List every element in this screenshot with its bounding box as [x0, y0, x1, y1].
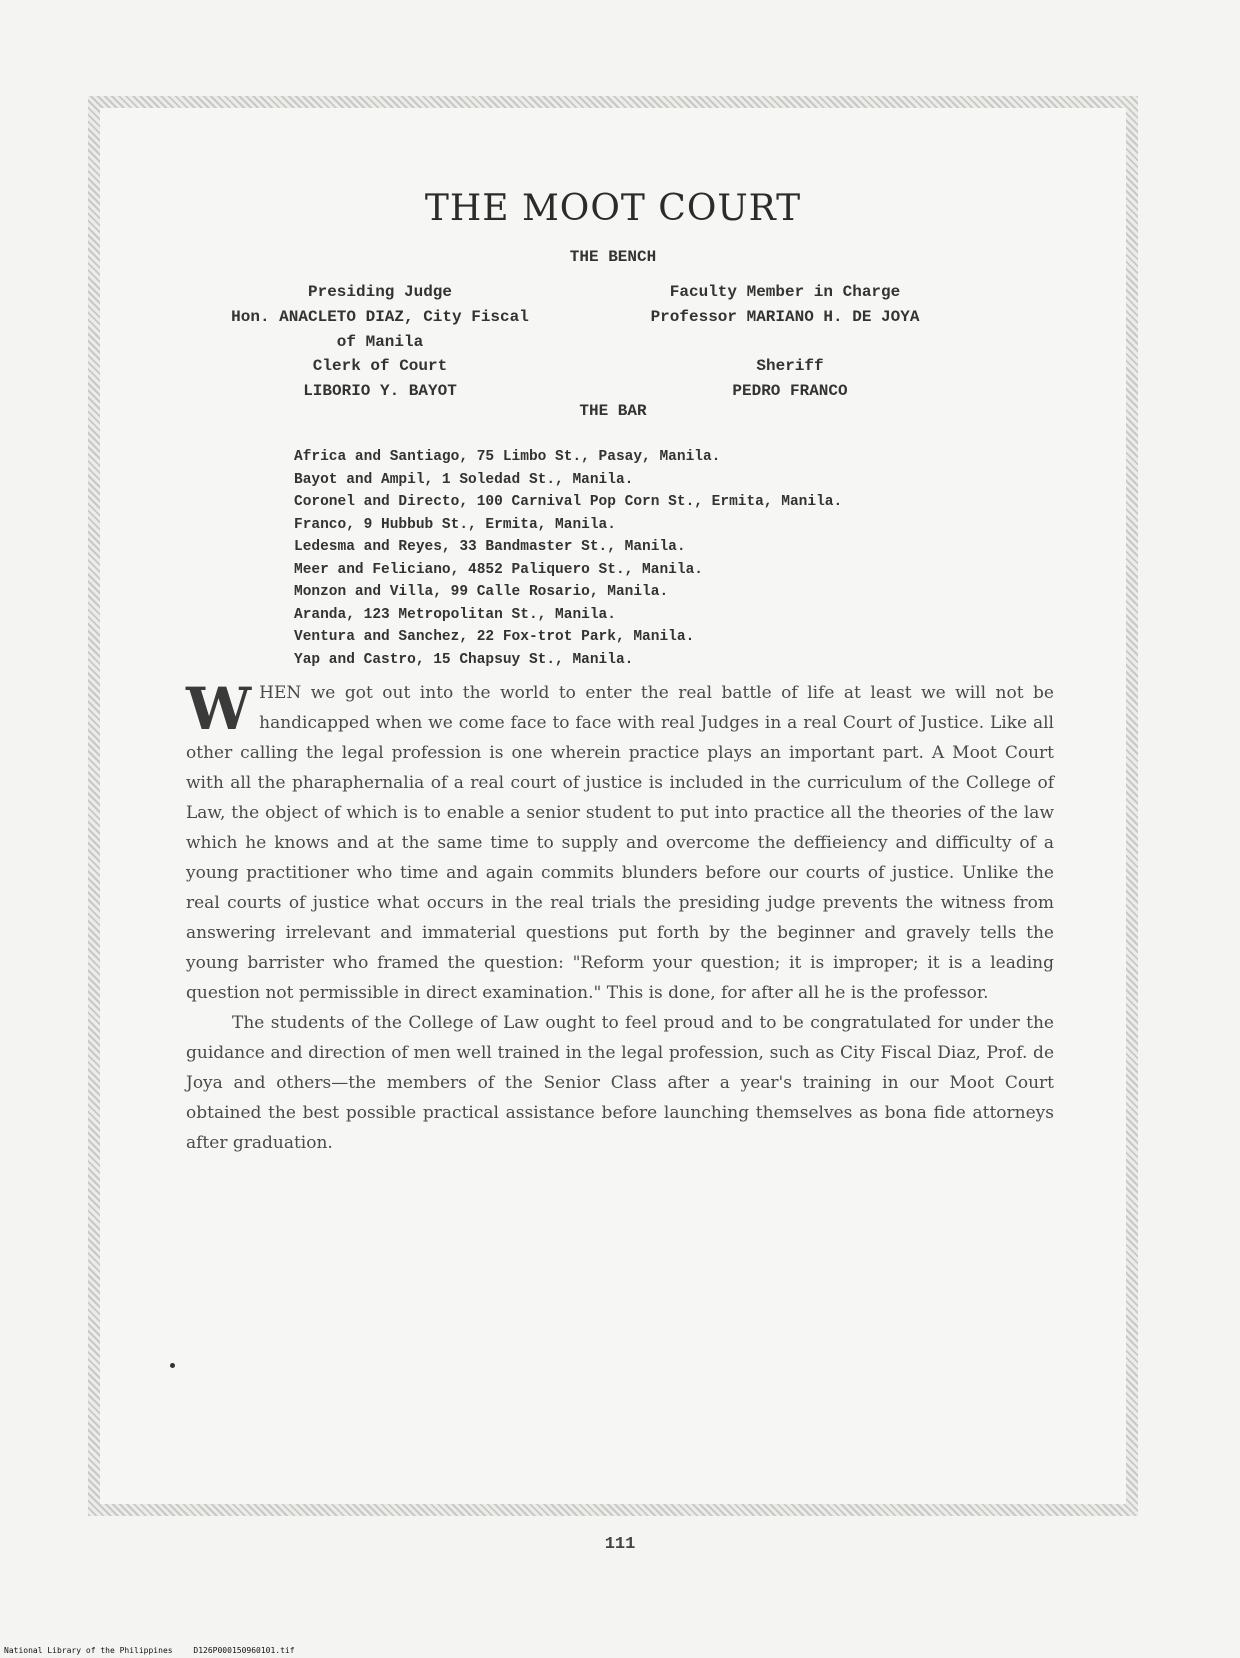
bench-heading: THE BENCH	[569, 248, 657, 266]
faculty-member-block	[605, 280, 965, 330]
footer-source: National Library of the Philippines	[4, 1646, 173, 1655]
presiding-judge-name-cont: of Manila	[336, 333, 424, 351]
faculty-member-role: Faculty Member in Charge	[669, 283, 901, 301]
page-number: 111	[604, 1535, 636, 1554]
paragraph-1-text: HEN we got out into the world to enter the real battle of life at least we will not be handicapped when we come face to face with real Judges in a real Court of Justice. Like all other calling the legal profession is one wherein practice plays an important part. A Moot Court with all the pharaphernalia of a real court of justice is included in the curriculum of the College of Law, the object of which is to enable a senior student to put into practice all the theories of the law which he knows and at the same time to supply and overcome the deffieiency and difficulty of a young practitioner who time and again commits blunders before our courts of justice. Unlike the real courts of justice what occurs in the real trials the presiding judge prevents the witness from answering irrelevant and immaterial questions put forth by the beginner and gravely tells the young barrister who framed the question: "Reform your question; it is improper; it is a leading question not permissible in direct examination." This is done, for after all he is the professor.	[186, 683, 1054, 1003]
clerk-role: Clerk of Court	[312, 357, 448, 375]
page-frame	[88, 96, 1138, 1516]
presiding-judge-name: Hon. ANACLETO DIAZ, City Fiscal	[231, 308, 529, 326]
bar-heading: THE BAR	[579, 402, 647, 420]
bar-firm-list	[294, 446, 842, 671]
body-paragraph-2: The students of the College of Law ought to feel proud and to be congratulated for under the guidance and direction of men well trained in the legal profession, such as City Fiscal Diaz, Prof. de Joya and others—the members of the Senior Class after a year's training in our Moot Court obtained the best possible practical assistance before launching themselves as bona fide attorneys after graduation.	[186, 1013, 1054, 1153]
sheriff-name: PEDRO FRANCO	[732, 382, 848, 400]
bar-firm: Meer and Feliciano, 4852 Paliquero St., Manila.	[294, 561, 703, 578]
bar-firm: Bayot and Ampil, 1 Soledad St., Manila.	[294, 471, 634, 488]
clerk-name: LIBORIO Y. BAYOT	[303, 382, 457, 400]
bar-firm: Ventura and Sanchez, 22 Fox-trot Park, Manila.	[294, 629, 695, 645]
stray-dot-mark	[170, 1363, 175, 1368]
bar-firm: Monzon and Villa, 99 Calle Rosario, Manila.	[294, 584, 669, 600]
bar-firm: Yap and Castro, 15 Chapsuy St., Manila.	[294, 651, 634, 668]
scan-footer	[4, 1646, 295, 1655]
sheriff-role: Sheriff	[756, 357, 824, 375]
bar-firm: Aranda, 123 Metropolitan St., Manila.	[294, 606, 616, 623]
page-title: THE MOOT COURT	[424, 188, 802, 229]
body-text	[186, 675, 1054, 1158]
faculty-member-name: Professor MARIANO H. DE JOYA	[650, 308, 920, 326]
presiding-judge-role: Presiding Judge	[307, 283, 453, 301]
bar-firm: Africa and Santiago, 75 Limbo St., Pasay, Manila.	[294, 449, 721, 465]
bar-firm: Ledesma and Reyes, 33 Bandmaster St., Manila.	[294, 539, 686, 555]
drop-cap-letter: W	[186, 675, 252, 743]
bar-firm: Coronel and Directo, 100 Carnival Pop Corn St., Ermita, Manila.	[294, 494, 843, 510]
clerk-of-court-block	[250, 354, 510, 404]
sheriff-block	[660, 354, 920, 404]
bar-firm: Franco, 9 Hubbub St., Ermita, Manila.	[294, 516, 616, 533]
presiding-judge-block	[200, 280, 560, 355]
footer-file-name: D126P000150960101.tif	[193, 1646, 295, 1655]
body-paragraph-1	[186, 675, 1054, 1008]
